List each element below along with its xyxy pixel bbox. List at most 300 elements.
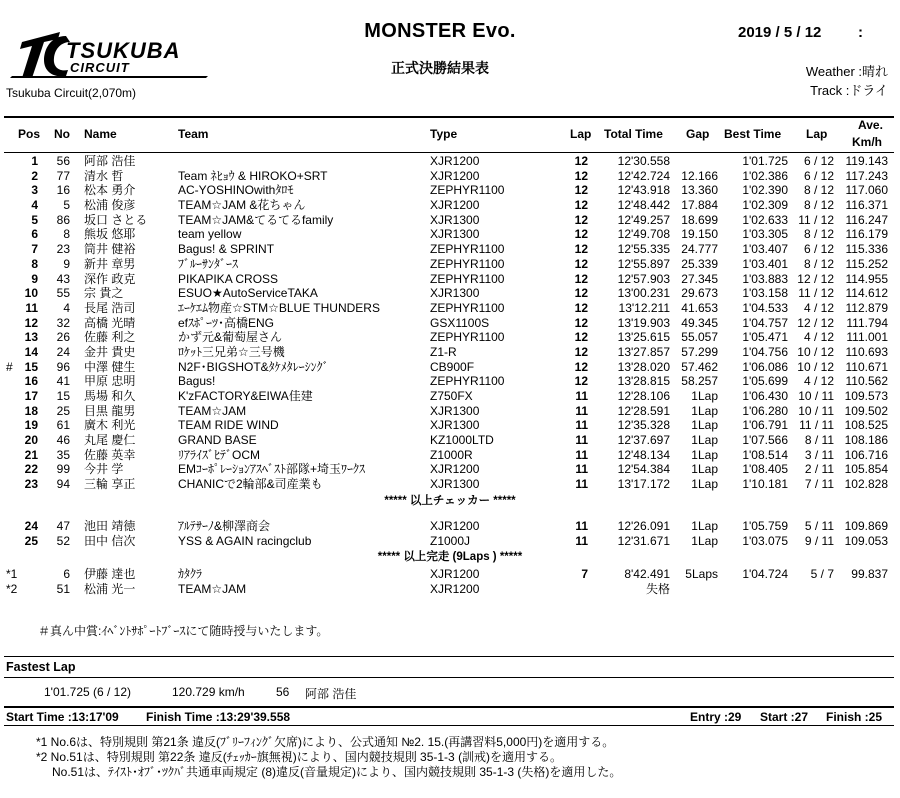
row-gap: 1Lap <box>691 447 718 462</box>
row-gap: 49.345 <box>681 315 718 330</box>
row-pos: 13 <box>24 330 38 345</box>
row-gap: 18.699 <box>681 212 718 227</box>
row-no: 55 <box>56 286 70 301</box>
row-best-lap: 5 / 11 <box>804 518 834 533</box>
row-no: 47 <box>56 518 70 533</box>
row-pos: 6 <box>31 227 38 242</box>
row-no: 77 <box>56 168 70 183</box>
row-laps: 11 <box>575 462 588 477</box>
row-pos: 7 <box>31 242 38 257</box>
row-spacer <box>0 511 900 519</box>
table-row <box>0 534 900 549</box>
row-name: 目黒 龍男 <box>84 403 136 418</box>
row-pos: 19 <box>24 418 38 433</box>
row-type: CB900F <box>430 359 475 374</box>
weather: Weather :晴れ <box>805 64 888 79</box>
table-row <box>0 389 900 404</box>
row-gap: 55.057 <box>681 330 718 345</box>
col-laps: Lap <box>570 127 592 141</box>
footnote-1: *1 No.6は、特別規則 第21条 違反(ﾌﾞﾘｰﾌｨﾝｸﾞ欠席)により、公式通知 №2. 15.(再講習料5,000円)を適用する。 <box>36 735 615 749</box>
row-no: 96 <box>56 359 70 374</box>
row-name: 高橋 光晴 <box>84 315 136 330</box>
row-best-lap: 10 / 12 <box>797 359 834 374</box>
row-type: Z750FX <box>430 389 473 403</box>
row-avg-speed: 109.869 <box>844 518 888 533</box>
footer-rule <box>4 725 894 726</box>
row-laps: 11 <box>575 418 588 433</box>
row-total-time: 12'55.335 <box>617 242 670 257</box>
row-team: efｽﾎﾟｰﾂ･高橋ENG <box>178 315 275 330</box>
row-avg-speed: 109.053 <box>844 533 888 548</box>
row-type: ZEPHYR1100 <box>430 242 505 257</box>
row-name: 佐藤 利之 <box>84 330 136 345</box>
row-type: ZEPHYR1100 <box>430 374 505 389</box>
row-best-time: 1'03.407 <box>742 242 788 257</box>
row-no: 6 <box>63 567 70 582</box>
row-pos: 22 <box>24 462 38 477</box>
fastest-lap-time: 1'01.725 (6 / 12) <box>44 685 132 699</box>
row-total-time: 12'48.134 <box>617 447 670 462</box>
row-team: ﾛｹｯﾄ三兄弟☆三号機 <box>178 344 285 359</box>
row-no: 24 <box>56 344 70 359</box>
row-type: XJR1300 <box>430 286 480 301</box>
row-best-time: 1'03.401 <box>742 256 788 271</box>
row-avg-speed: 110.693 <box>845 344 888 359</box>
row-gap: 1Lap <box>691 433 718 448</box>
row-best-lap: 8 / 12 <box>803 198 834 213</box>
row-gap: 29.673 <box>681 286 718 301</box>
table-row <box>0 227 900 242</box>
row-total-time: 12'57.903 <box>617 271 670 286</box>
row-name: 丸尾 慶仁 <box>84 433 136 448</box>
row-best-time: 1'04.756 <box>742 344 788 359</box>
row-pos: 23 <box>24 477 38 492</box>
table-row <box>0 330 900 345</box>
row-mark: # <box>6 359 13 374</box>
row-best-lap: 3 / 11 <box>804 447 834 462</box>
row-name: 松浦 光一 <box>84 581 136 596</box>
row-team: ｱﾙﾃｻｰﾉ&柳澤商会 <box>178 518 271 533</box>
checker-divider <box>0 492 900 511</box>
row-total-time: 13'12.211 <box>618 300 670 315</box>
row-name: 阿部 浩佳 <box>84 154 136 168</box>
row-team: Team ﾈﾋｮｳ & HIROKO+SRT <box>178 168 328 183</box>
row-best-time: 1'05.759 <box>742 518 788 533</box>
row-total-time: 12'48.442 <box>617 198 670 213</box>
row-avg-speed: 109.573 <box>844 389 888 403</box>
table-row <box>0 286 900 301</box>
row-type: XJR1200 <box>430 168 480 183</box>
document-title: 正式決勝結果表 <box>391 60 489 76</box>
col-no: No <box>54 127 70 141</box>
row-name: 松浦 俊彦 <box>84 198 136 213</box>
row-no: 32 <box>56 315 70 330</box>
row-total-time: 13'28.020 <box>617 359 670 374</box>
event-title: MONSTER Evo. <box>364 20 516 42</box>
row-best-time: 1'05.699 <box>742 374 788 389</box>
col-best-lap: Lap <box>806 127 828 141</box>
row-best-lap: 6 / 12 <box>803 154 834 168</box>
row-gap: 24.777 <box>681 242 718 257</box>
row-pos: 11 <box>25 300 38 315</box>
row-no: 94 <box>56 477 70 492</box>
row-gap: 13.360 <box>681 183 718 198</box>
row-total-time: 失格 <box>645 581 670 596</box>
row-no: 52 <box>56 533 70 548</box>
finish-divider-text: ***** 以上完走 (9Laps ) ***** <box>377 551 523 564</box>
row-name: 甲原 忠明 <box>84 374 136 389</box>
table-row <box>0 301 900 316</box>
row-avg-speed: 112.879 <box>845 300 888 315</box>
table-row <box>0 433 900 448</box>
row-pos: 18 <box>24 403 38 418</box>
row-name: 筒井 健裕 <box>84 242 136 257</box>
row-gap: 5Laps <box>685 567 718 582</box>
table-header-rule <box>4 152 894 153</box>
row-laps: 12 <box>574 242 588 257</box>
row-name: 長尾 浩司 <box>84 300 136 315</box>
row-gap: 1Lap <box>691 418 718 433</box>
row-no: 86 <box>56 212 70 227</box>
row-pos: 24 <box>24 518 38 533</box>
table-row <box>0 567 900 582</box>
row-total-time: 13'17.172 <box>617 477 670 492</box>
row-pos: 12 <box>24 315 38 330</box>
row-laps: 11 <box>575 389 588 403</box>
row-avg-speed: 108.186 <box>844 433 888 448</box>
row-best-lap: 9 / 11 <box>804 533 834 548</box>
row-gap: 1Lap <box>691 462 718 477</box>
row-total-time: 8'42.491 <box>624 567 670 582</box>
row-pos: 1 <box>31 154 38 168</box>
row-type: ZEPHYR1100 <box>430 183 505 198</box>
table-row <box>0 183 900 198</box>
row-total-time: 12'49.257 <box>617 212 670 227</box>
row-avg-speed: 111.794 <box>846 315 888 330</box>
date-suffix: : <box>858 24 863 41</box>
row-best-time: 1'02.633 <box>742 212 788 227</box>
row-team: GRAND BASE <box>178 433 257 448</box>
row-best-lap: 4 / 12 <box>803 300 834 315</box>
row-gap: 41.653 <box>681 300 718 315</box>
row-type: XJR1300 <box>430 477 480 492</box>
row-pos: 16 <box>24 374 38 389</box>
row-type: XJR1200 <box>430 518 480 533</box>
footer-top-rule <box>4 706 894 708</box>
row-type: XJR1300 <box>430 227 480 242</box>
row-pos: 17 <box>24 389 38 403</box>
row-laps: 12 <box>574 256 588 271</box>
row-no: 46 <box>56 433 70 448</box>
row-type: XJR1300 <box>430 403 480 418</box>
row-avg-speed: 105.854 <box>844 462 888 477</box>
row-avg-speed: 116.179 <box>845 227 888 242</box>
row-best-time: 1'04.724 <box>742 567 788 582</box>
row-gap: 27.345 <box>681 271 718 286</box>
row-best-time: 1'03.075 <box>742 533 788 548</box>
row-type: GSX1100S <box>430 315 490 330</box>
fastest-lap-title: Fastest Lap <box>6 660 76 674</box>
row-no: 23 <box>56 242 70 257</box>
row-total-time: 12'54.384 <box>617 462 670 477</box>
row-best-time: 1'04.533 <box>742 300 788 315</box>
row-best-lap: 11 / 12 <box>798 286 834 301</box>
table-header <box>0 118 900 152</box>
row-gap: 58.257 <box>681 374 718 389</box>
table-row <box>0 582 900 597</box>
row-total-time: 12'28.591 <box>617 403 670 418</box>
row-laps: 12 <box>574 227 588 242</box>
row-avg-speed: 115.252 <box>845 256 888 271</box>
row-best-lap: 11 / 12 <box>798 212 834 227</box>
row-pos: 9 <box>31 271 38 286</box>
row-type: Z1000J <box>430 533 471 548</box>
row-name: 宗 貴之 <box>84 286 124 301</box>
row-avg-speed: 114.612 <box>845 286 888 301</box>
award-note: ＃真ん中賞:ｲﾍﾞﾝﾄｻﾎﾟｰﾄﾌﾞｰｽにて随時授与いたします。 <box>38 624 329 638</box>
row-pos: 10 <box>24 286 38 301</box>
row-name: 清水 哲 <box>84 168 124 183</box>
table-row <box>0 345 900 360</box>
row-best-time: 1'02.386 <box>742 168 788 183</box>
row-no: 35 <box>56 447 70 462</box>
row-gap: 1Lap <box>691 518 718 533</box>
table-row <box>0 519 900 534</box>
row-best-time: 1'06.086 <box>742 359 788 374</box>
row-team: かず元&葡萄屋さん <box>178 330 283 345</box>
row-team: Bagus! & SPRINT <box>178 242 275 257</box>
row-name: 伊藤 達也 <box>84 567 136 582</box>
row-team: CHANICで2輪部&司産業も <box>178 477 323 492</box>
row-team: TEAM☆JAM <box>178 403 247 418</box>
row-total-time: 13'27.857 <box>617 344 670 359</box>
row-no: 25 <box>56 403 70 418</box>
row-laps: 12 <box>574 271 588 286</box>
row-laps: 12 <box>574 344 588 359</box>
row-type: ZEPHYR1100 <box>430 271 505 286</box>
row-pos: 25 <box>24 533 38 548</box>
row-laps: 12 <box>574 315 588 330</box>
row-laps: 11 <box>575 477 588 492</box>
row-avg-speed: 116.371 <box>845 198 888 213</box>
fastest-lap-rule <box>4 677 894 678</box>
row-name: 三輪 享正 <box>84 477 136 492</box>
row-pos: 15 <box>24 359 38 374</box>
row-team: Bagus! <box>178 374 216 389</box>
row-total-time: 13'00.231 <box>617 286 670 301</box>
row-best-time: 1'01.725 <box>742 154 788 168</box>
footnote-3: No.51は、ﾃｲｽﾄ･ｵﾌﾞ･ﾂｸﾊﾞ共通車両規定 (8)違反(音量規定)により、国内競技規則 35-1-3 (失格)を適用した。 <box>52 765 622 779</box>
table-row <box>0 257 900 272</box>
row-team: ESUO★AutoServiceTAKA <box>178 286 318 301</box>
row-name: 今井 学 <box>84 462 124 477</box>
row-avg-speed: 110.671 <box>845 359 888 374</box>
row-best-time: 1'05.471 <box>742 330 788 345</box>
row-type: XJR1300 <box>430 212 480 227</box>
col-best-time: Best Time <box>724 127 782 141</box>
entry-count: Entry :29 <box>690 710 742 724</box>
race-date: 2019 / 5 / 12 <box>738 24 822 41</box>
row-name: 廣木 利光 <box>84 418 136 433</box>
row-best-lap: 11 / 11 <box>799 418 834 433</box>
track-condition: Track :ドライ <box>810 83 888 98</box>
row-best-lap: 4 / 12 <box>803 374 834 389</box>
table-row <box>0 169 900 184</box>
table-row <box>0 242 900 257</box>
logo-text-circuit: CIRCUIT <box>70 60 130 75</box>
row-avg-speed: 117.060 <box>845 183 888 198</box>
row-best-lap: 6 / 12 <box>803 242 834 257</box>
row-name: 中澤 健生 <box>84 359 136 374</box>
row-laps: 12 <box>574 183 588 198</box>
fastest-lap-speed: 120.729 km/h <box>172 685 245 699</box>
row-best-time: 1'08.514 <box>742 447 788 462</box>
table-row <box>0 477 900 492</box>
row-no: 9 <box>63 256 70 271</box>
row-laps: 11 <box>575 533 588 548</box>
row-best-time: 1'06.280 <box>742 403 788 418</box>
row-total-time: 12'28.106 <box>617 389 670 403</box>
row-type: XJR1300 <box>430 418 480 433</box>
row-no: 99 <box>56 462 70 477</box>
row-team: TEAM RIDE WIND <box>178 418 279 433</box>
row-no: 16 <box>56 183 70 198</box>
table-row <box>0 272 900 287</box>
row-type: XJR1200 <box>430 154 480 168</box>
row-type: ZEPHYR1100 <box>430 300 505 315</box>
row-team: N2F･BIGSHOT&ﾀｹﾒﾀﾚｰｼﾝｸﾞ <box>178 359 329 374</box>
table-row <box>0 213 900 228</box>
row-laps: 12 <box>574 212 588 227</box>
row-team: ﾘｱﾗｲｽﾞﾋﾃﾞOCM <box>178 447 260 462</box>
row-type: Z1000R <box>430 447 473 462</box>
row-best-time: 1'02.390 <box>742 183 788 198</box>
row-best-lap: 7 / 11 <box>804 477 834 492</box>
row-best-lap: 4 / 12 <box>803 330 834 345</box>
row-name: 田中 信次 <box>84 533 136 548</box>
col-total-time: Total Time <box>604 127 663 141</box>
row-type: ZEPHYR1100 <box>430 330 505 345</box>
row-team: AC-YOSHINOwithﾀﾛﾓ <box>178 183 294 198</box>
row-laps: 12 <box>574 168 588 183</box>
row-best-lap: 10 / 11 <box>798 389 834 403</box>
row-name: 新井 章男 <box>84 256 136 271</box>
row-no: 41 <box>56 374 70 389</box>
row-best-lap: 10 / 12 <box>797 344 834 359</box>
row-laps: 12 <box>574 374 588 389</box>
finish-divider <box>0 548 900 567</box>
row-gap: 1Lap <box>691 533 718 548</box>
row-best-lap: 10 / 11 <box>798 403 834 418</box>
row-no: 61 <box>56 418 70 433</box>
row-total-time: 12'26.091 <box>617 518 670 533</box>
row-laps: 12 <box>574 286 588 301</box>
tsukuba-circuit-logo <box>8 30 208 86</box>
row-best-time: 1'03.883 <box>742 271 788 286</box>
row-best-time: 1'06.430 <box>742 389 788 403</box>
row-avg-speed: 119.143 <box>845 154 888 168</box>
row-type: XJR1200 <box>430 567 480 582</box>
row-gap: 1Lap <box>691 477 718 492</box>
row-type: ZEPHYR1100 <box>430 256 505 271</box>
row-name: 佐藤 英幸 <box>84 447 136 462</box>
row-no: 51 <box>56 581 70 596</box>
row-best-time: 1'04.757 <box>742 315 788 330</box>
row-best-lap: 6 / 12 <box>803 168 834 183</box>
col-type: Type <box>430 127 458 141</box>
footnote-2: *2 No.51は、特別規則 第22条 違反(ﾁｪｯｶｰ旗無視)により、国内競技規則 35-1-3 (訓戒)を適用する。 <box>36 750 563 764</box>
row-laps: 11 <box>575 447 588 462</box>
row-total-time: 12'37.697 <box>617 433 670 448</box>
table-row <box>0 360 900 375</box>
row-type: KZ1000LTD <box>430 433 494 448</box>
row-name: 金井 貴史 <box>84 344 136 359</box>
row-pos: 21 <box>24 447 38 462</box>
row-best-time: 1'03.305 <box>742 227 788 242</box>
row-type: Z1-R <box>430 344 457 359</box>
row-best-lap: 8 / 12 <box>803 227 834 242</box>
row-best-lap: 12 / 12 <box>797 271 834 286</box>
row-best-lap: 8 / 11 <box>804 433 834 448</box>
row-avg-speed: 116.247 <box>845 212 888 227</box>
row-team: ｶﾀｸﾗ <box>178 567 203 582</box>
results-table <box>0 154 900 597</box>
row-avg-speed: 117.243 <box>845 168 888 183</box>
row-mark: *2 <box>6 581 18 596</box>
row-laps: 11 <box>575 433 588 448</box>
row-total-time: 13'28.815 <box>617 374 670 389</box>
fastest-lap-top-rule <box>4 656 894 657</box>
finish-time: Finish Time :13:29'39.558 <box>146 710 291 724</box>
row-mark: *1 <box>6 567 18 582</box>
row-pos: 8 <box>31 256 38 271</box>
row-avg-speed: 99.837 <box>851 567 888 582</box>
row-pos: 3 <box>31 183 38 198</box>
row-team: team yellow <box>178 227 242 242</box>
row-team: PIKAPIKA CROSS <box>178 271 279 286</box>
col-gap: Gap <box>686 127 710 141</box>
row-no: 15 <box>56 389 70 403</box>
row-team: EMｺｰﾎﾟﾚｰｼｮﾝｱｽﾍﾞｽﾄ部隊+埼玉ﾜｰｸｽ <box>178 462 366 477</box>
row-gap: 57.462 <box>681 359 718 374</box>
table-row <box>0 198 900 213</box>
table-row <box>0 374 900 389</box>
row-avg-speed: 106.716 <box>844 447 888 462</box>
row-type: XJR1200 <box>430 198 480 213</box>
row-laps: 12 <box>574 154 588 168</box>
row-best-lap: 5 / 7 <box>810 567 834 582</box>
col-avg: Ave. <box>858 118 883 132</box>
row-gap: 1Lap <box>691 389 718 403</box>
row-name: 熊坂 悠耶 <box>84 227 136 242</box>
row-best-lap: 8 / 12 <box>803 256 834 271</box>
col-pos: Pos <box>18 127 41 141</box>
table-row <box>0 418 900 433</box>
row-best-lap: 8 / 12 <box>803 183 834 198</box>
circuit-name: Tsukuba Circuit(2,070m) <box>6 86 137 100</box>
row-team: TEAM☆JAM <box>178 581 247 596</box>
row-total-time: 13'19.903 <box>617 315 670 330</box>
col-avg-unit: Km/h <box>852 135 882 149</box>
table-row <box>0 462 900 477</box>
row-avg-speed: 109.502 <box>844 403 888 418</box>
row-name: 馬場 和久 <box>84 389 136 403</box>
row-total-time: 12'42.724 <box>617 168 670 183</box>
start-count: Start :27 <box>760 710 809 724</box>
row-total-time: 12'49.708 <box>617 227 670 242</box>
row-laps: 11 <box>575 403 588 418</box>
row-type: XJR1200 <box>430 581 480 596</box>
